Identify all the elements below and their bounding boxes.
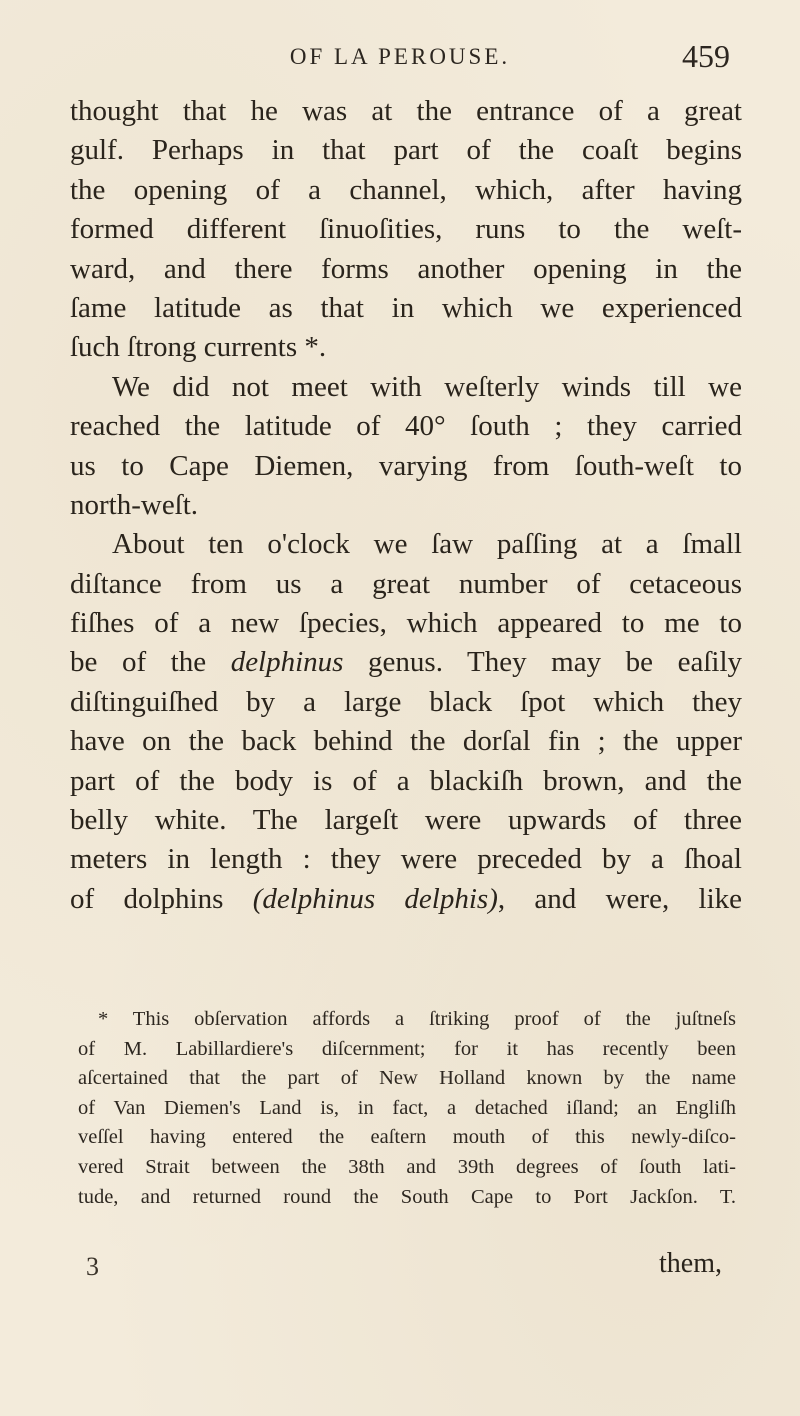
text-line (70, 880, 742, 919)
footnote-line: of M. Labillardiere's diſcernment; for it has recently been (78, 1037, 736, 1060)
catchword: them, (659, 1248, 722, 1279)
text-line: north-weſt. (70, 488, 199, 521)
text-line: have on the back behind the dorſal fin ; the upper (70, 725, 742, 758)
signature-mark: 3 (86, 1252, 99, 1281)
footnote-line: of Van Diemen's Land is, in fact, a detached iſland; an Engliſh (78, 1096, 736, 1119)
footnote-line: vered Strait between the 38th and 39th degrees of ſouth lati- (78, 1155, 736, 1178)
text-line: diſtinguiſhed by a large black ſpot which they (70, 685, 742, 718)
text-line: reached the latitude of 40° ſouth ; they carried (70, 410, 742, 443)
text-line: diſtance from us a great number of cetaceous (70, 567, 742, 600)
text-line: belly white. The largeſt were upwards of three (70, 804, 742, 837)
text-line: part of the body is of a blackiſh brown, and the (70, 764, 742, 797)
text-line: We did not meet with weſterly winds till we (112, 370, 742, 403)
text-line: ſuch ſtrong currents *. (70, 331, 327, 364)
text-line: About ten o'clock we ſaw paſſing at a ſmall (112, 528, 742, 561)
footnote-line: tude, and returned round the South Cape to Port Jackſon. T. (78, 1185, 736, 1208)
footnote-line: veſſel having entered the eaſtern mouth of this newly-diſco- (78, 1126, 736, 1149)
text-line: thought that he was at the entrance of a great (70, 95, 742, 127)
text-line: ſame latitude as that in which we experienced (70, 291, 742, 324)
running-head (70, 30, 730, 78)
body-text (70, 92, 742, 919)
footnote-line: aſcertained that the part of New Holland known by the name (78, 1067, 736, 1090)
text-segment: of dolphins (70, 882, 224, 915)
italic-term: (delphinus delphis) (252, 882, 498, 915)
text-line: us to Cape Diemen, varying from ſouth-weſt to (70, 449, 742, 482)
text-segment: , and were, like (497, 882, 742, 915)
text-segment: be of the (70, 646, 207, 679)
text-line: the opening of a channel, which, after having (70, 173, 742, 206)
footnote (78, 1005, 736, 1212)
running-title: OF LA PEROUSE. (289, 44, 511, 69)
text-line (70, 643, 742, 682)
text-line: fiſhes of a new ſpecies, which appeared to me to (70, 607, 742, 640)
text-line: ward, and there forms another opening in the (70, 252, 742, 285)
text-line: formed different ſinuoſities, runs to the weſt- (70, 213, 742, 246)
footnote-line: * This obſervation affords a ſtriking proof of the juſtneſs (98, 1008, 736, 1030)
text-line: gulf. Perhaps in that part of the coaſt begins (70, 134, 742, 167)
italic-term: delphinus (230, 646, 344, 679)
text-segment: genus. They may be eaſily (368, 646, 743, 679)
text-line: meters in length : they were preceded by a ſhoal (70, 843, 742, 876)
page-number: 459 (682, 38, 730, 74)
